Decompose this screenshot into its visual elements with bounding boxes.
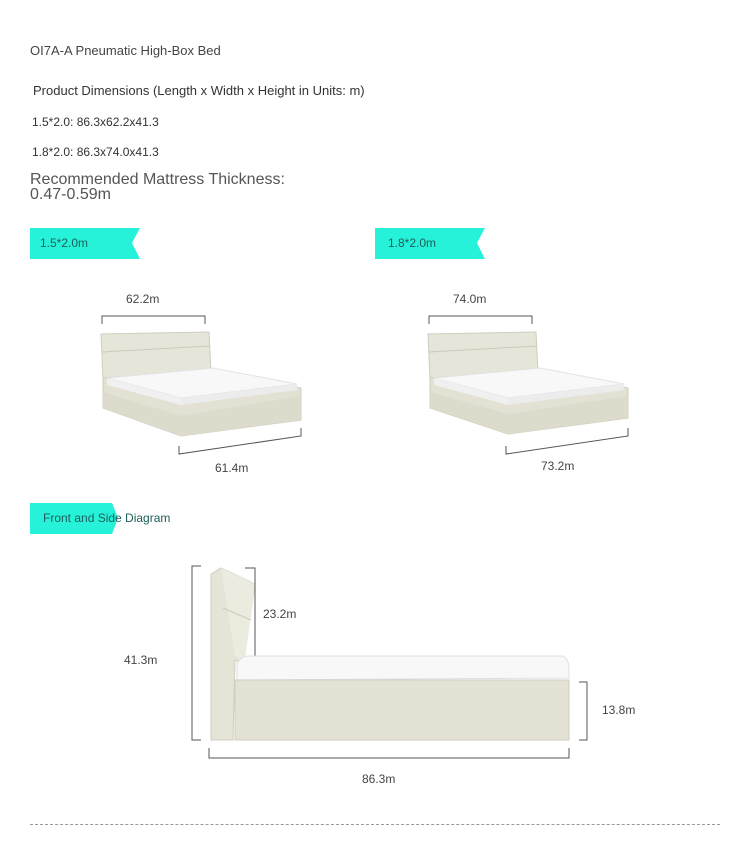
diagram-tag-label: Front and Side Diagram xyxy=(43,511,171,525)
bed-1-8-illustration xyxy=(422,308,642,458)
size-tag-1-8 xyxy=(375,228,485,259)
size-tag-1-8-label: 1.8*2.0m xyxy=(388,236,437,250)
bed-1-5-width-label: 62.2m xyxy=(126,292,160,306)
spec-1-5: 1.5*2.0: 86.3x62.2x41.3 xyxy=(32,115,159,129)
diagram-tag xyxy=(30,503,170,534)
bed-1-5-length-label: 61.4m xyxy=(215,461,249,475)
mattress-recommendation xyxy=(30,172,285,202)
total-height-label: 41.3m xyxy=(124,653,158,667)
box-height-label: 13.8m xyxy=(602,703,636,717)
bed-1-8-length-label: 73.2m xyxy=(541,459,575,473)
mattress-label: Recommended Mattress Thickness: xyxy=(30,171,285,188)
headboard-height-label: 23.2m xyxy=(263,607,297,621)
side-diagram xyxy=(185,560,605,765)
mattress-value: 0.47-0.59m xyxy=(30,186,111,203)
size-tag-1-5 xyxy=(30,228,140,259)
bed-1-5-illustration xyxy=(95,308,315,458)
product-title: OI7A-A Pneumatic High-Box Bed xyxy=(30,43,221,58)
size-tag-1-5-label: 1.5*2.0m xyxy=(40,236,89,250)
dimensions-heading: Product Dimensions (Length x Width x Height in Units: m) xyxy=(33,83,365,98)
footer-divider xyxy=(30,824,720,825)
spec-1-8: 1.8*2.0: 86.3x74.0x41.3 xyxy=(32,145,159,159)
length-label: 86.3m xyxy=(362,772,396,786)
bed-1-8-width-label: 74.0m xyxy=(453,292,487,306)
